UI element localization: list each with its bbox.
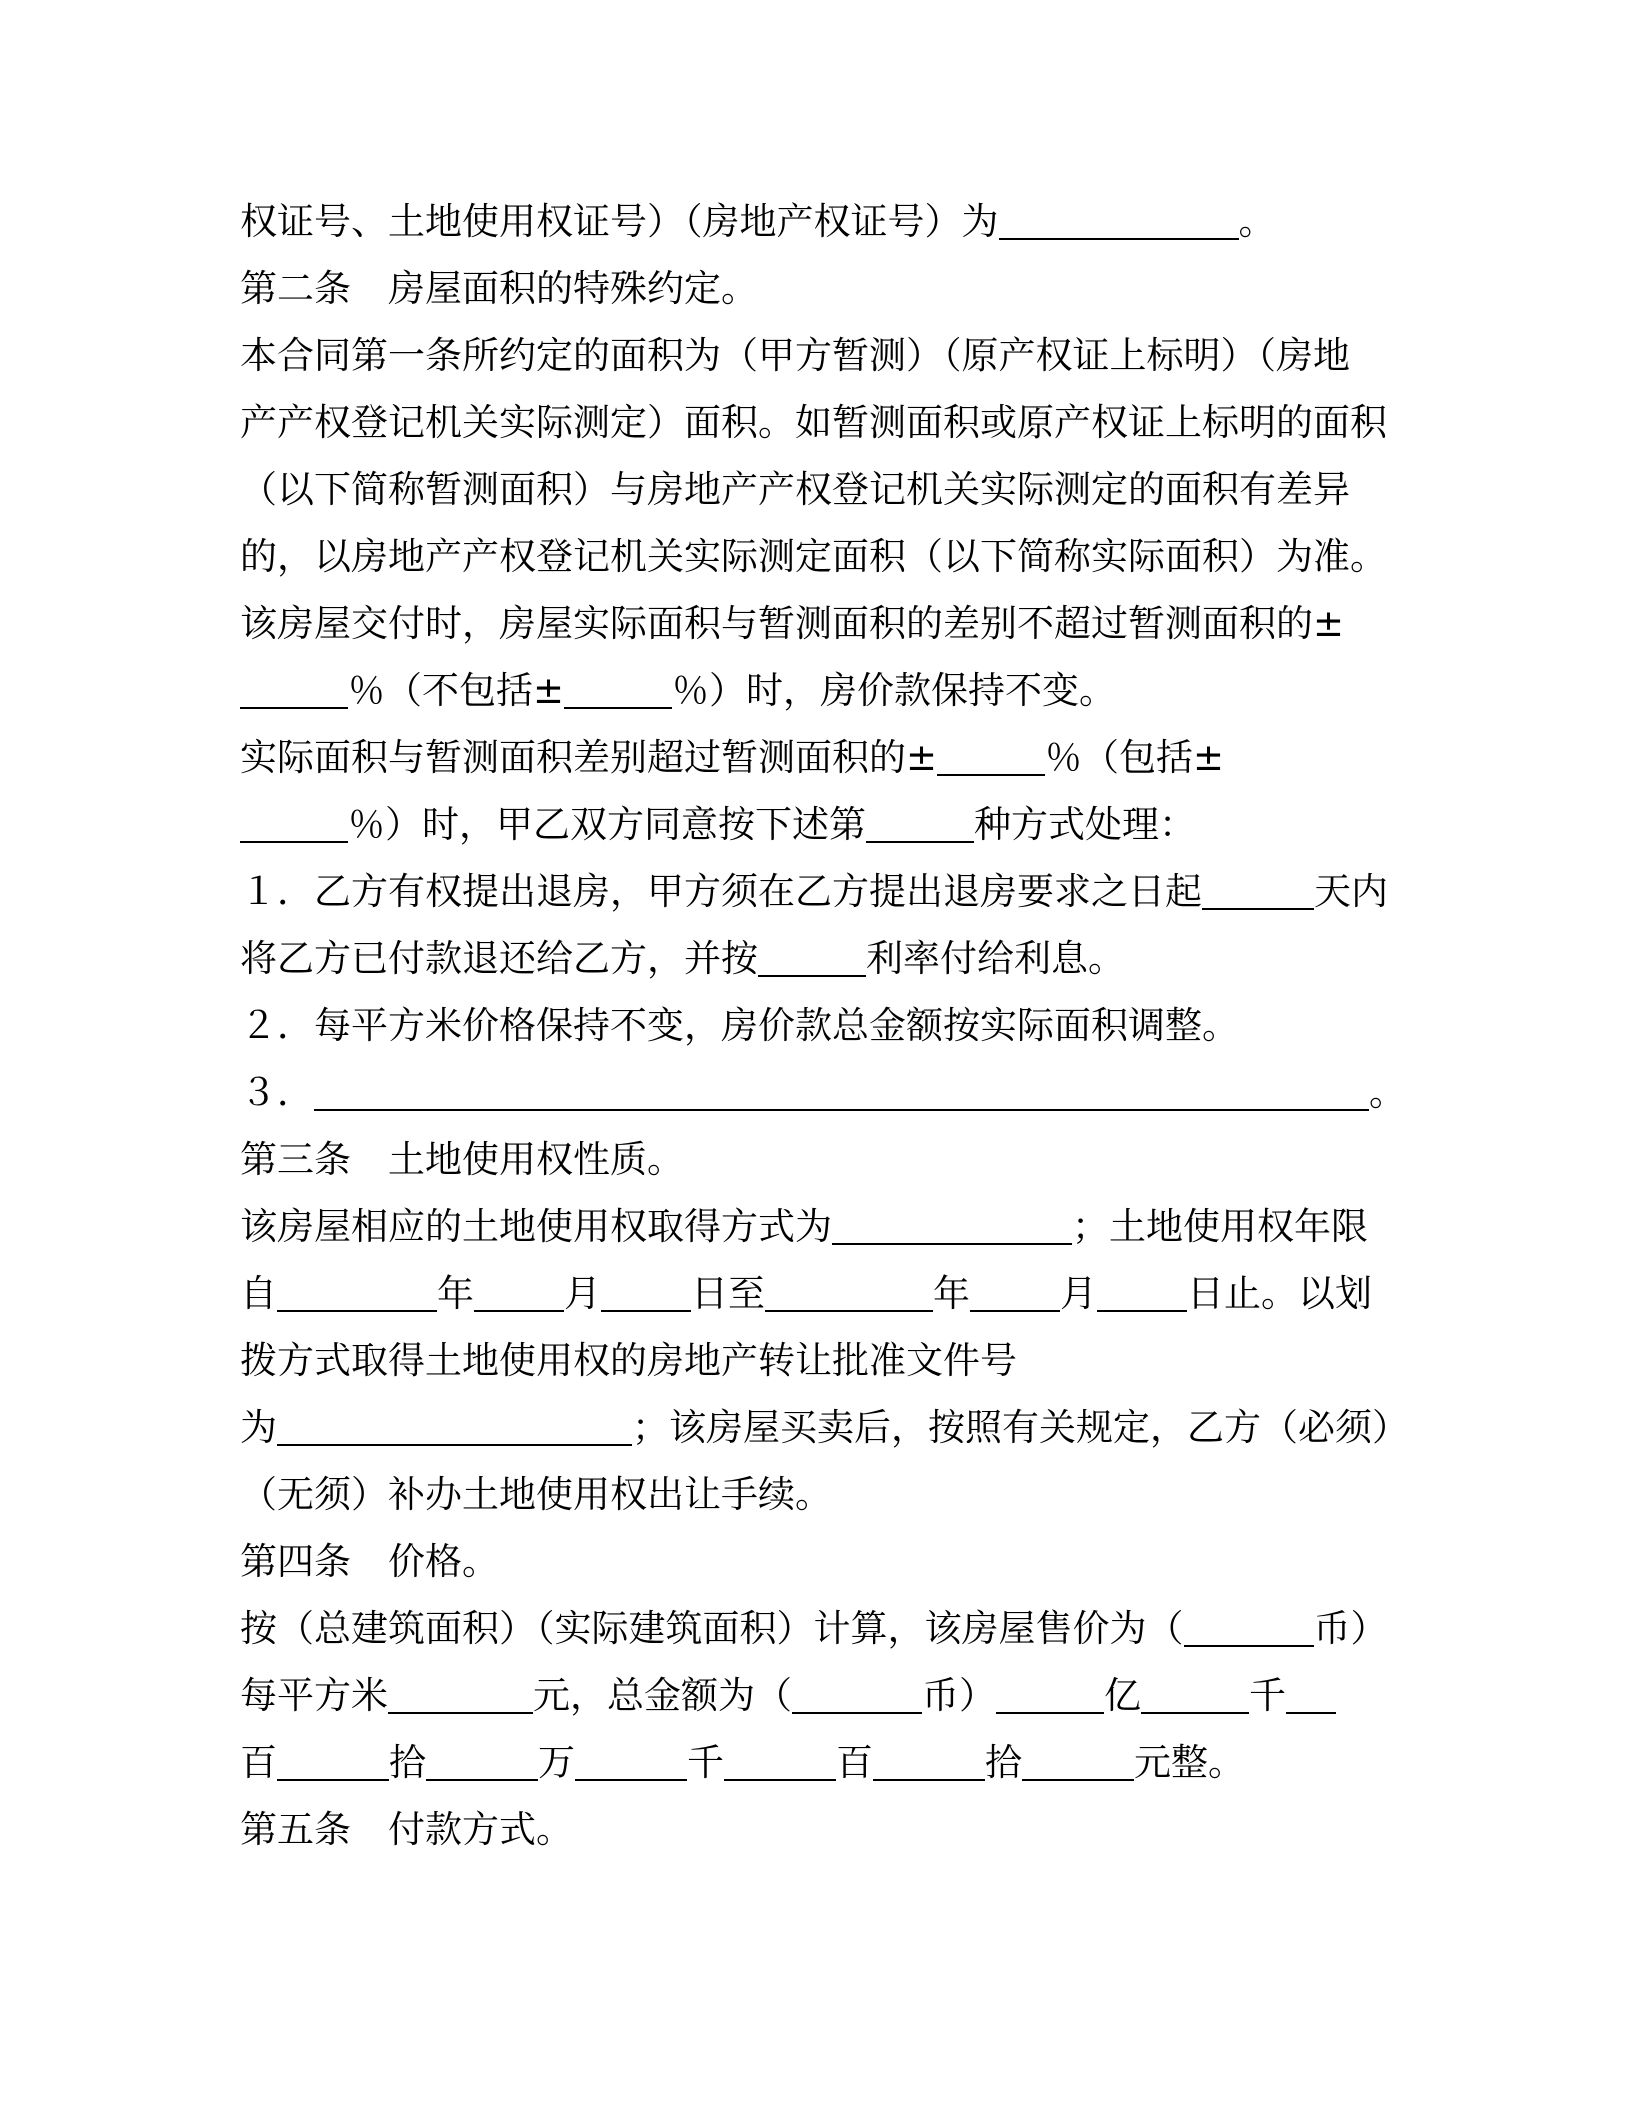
- text-segment: 第五条 付款方式。: [240, 1808, 573, 1851]
- fill-in-blank: [426, 1735, 538, 1781]
- text-line: [240, 389, 1400, 456]
- text-segment: 拾: [389, 1741, 426, 1784]
- fill-in-blank: [474, 1266, 564, 1312]
- fill-in-blank: [765, 1266, 933, 1312]
- text-segment: 该房屋交付时，房屋实际面积与暂测面积的差别不超过暂测面积的±: [240, 602, 1345, 645]
- text-segment: ３．: [240, 1071, 314, 1114]
- text-segment: 利率付给利息。: [866, 937, 1125, 980]
- text-segment: 拾: [985, 1741, 1022, 1784]
- text-segment: 产产权登记机关实际测定）面积。如暂测面积或原产权证上标明的面积: [240, 401, 1387, 444]
- fill-in-blank: [1141, 1668, 1249, 1714]
- text-line: [240, 724, 1400, 791]
- fill-in-blank: [1022, 1735, 1134, 1781]
- text-line: [240, 925, 1400, 992]
- text-line: [240, 1260, 1400, 1327]
- text-segment: ％）时，房价款保持不变。: [672, 669, 1117, 712]
- text-segment: （无须）补办土地使用权出让手续。: [240, 1473, 832, 1516]
- text-segment: 拨方式取得土地使用权的房地产转让批准文件号: [240, 1339, 1017, 1382]
- text-segment: ；土地使用权年限: [1072, 1205, 1368, 1248]
- text-segment: 币）: [922, 1674, 996, 1717]
- text-segment: 该房屋相应的土地使用权取得方式为: [240, 1205, 832, 1248]
- fill-in-blank: [388, 1668, 533, 1714]
- fill-in-blank: [277, 1266, 437, 1312]
- text-segment: ％）时，甲乙双方同意按下述第: [348, 803, 866, 846]
- text-line: [240, 657, 1400, 724]
- text-segment: 元整。: [1134, 1741, 1245, 1784]
- text-line: [240, 858, 1400, 925]
- text-line: [240, 188, 1400, 255]
- text-segment: 年: [933, 1272, 970, 1315]
- text-segment: 日至: [691, 1272, 765, 1315]
- text-segment: 第二条 房屋面积的特殊约定。: [240, 267, 758, 310]
- fill-in-blank: [601, 1266, 691, 1312]
- text-line: [240, 1729, 1400, 1796]
- text-segment: 千: [687, 1741, 724, 1784]
- fill-in-blank: [996, 1668, 1104, 1714]
- article-heading: [240, 1126, 1400, 1193]
- text-segment: ；该房屋买卖后，按照有关规定，乙方（必须）: [632, 1406, 1409, 1449]
- fill-in-blank: [866, 797, 974, 843]
- text-segment: 天内: [1314, 870, 1388, 913]
- text-segment: 种方式处理：: [974, 803, 1196, 846]
- text-segment: 日止。以划: [1187, 1272, 1372, 1315]
- text-segment: 。: [1238, 200, 1276, 243]
- text-line: [240, 992, 1400, 1059]
- text-segment: 第三条 土地使用权性质。: [240, 1138, 684, 1181]
- text-line: [240, 322, 1400, 389]
- text-line: [240, 1193, 1400, 1260]
- fill-in-blank: [792, 1668, 922, 1714]
- text-segment: 为: [240, 1406, 277, 1449]
- text-segment: ％（不包括±: [348, 669, 565, 712]
- text-line: [240, 523, 1400, 590]
- text-line: [240, 1059, 1406, 1126]
- fill-in-blank: [314, 1065, 1369, 1111]
- text-segment: 百: [240, 1741, 277, 1784]
- fill-in-blank: [724, 1735, 836, 1781]
- fill-in-blank: [575, 1735, 687, 1781]
- text-line: [240, 590, 1400, 657]
- text-segment: （以下简称暂测面积）与房地产产权登记机关实际测定的面积有差异: [240, 468, 1350, 511]
- fill-in-blank: [277, 1735, 389, 1781]
- document-body: [240, 188, 1409, 1863]
- text-segment: 万: [538, 1741, 575, 1784]
- text-segment: 元，总金额为（: [533, 1674, 792, 1717]
- text-segment: 百: [836, 1741, 873, 1784]
- fill-in-blank: [1097, 1266, 1187, 1312]
- fill-in-blank: [1286, 1668, 1336, 1714]
- text-segment: 将乙方已付款退还给乙方，并按: [240, 937, 758, 980]
- fill-in-blank: [1184, 1601, 1314, 1647]
- fill-in-blank: [873, 1735, 985, 1781]
- text-segment: 按（总建筑面积）（实际建筑面积）计算，该房屋售价为（: [240, 1607, 1184, 1650]
- text-segment: 权证号、土地使用权证号）（房地产权证号）为: [240, 200, 999, 243]
- text-segment: 。: [1369, 1071, 1406, 1114]
- fill-in-blank: [758, 931, 866, 977]
- fill-in-blank: [999, 194, 1239, 240]
- fill-in-blank: [1202, 864, 1314, 910]
- fill-in-blank: [970, 1266, 1060, 1312]
- text-segment: 亿: [1104, 1674, 1141, 1717]
- article-heading: [240, 255, 1400, 322]
- article-heading: [240, 1796, 1400, 1863]
- fill-in-blank: [240, 663, 348, 709]
- text-line: [240, 456, 1400, 523]
- text-segment: 本合同第一条所约定的面积为（甲方暂测）（原产权证上标明）（房地: [240, 334, 1350, 377]
- text-segment: 月: [564, 1272, 601, 1315]
- text-segment: １．乙方有权提出退房，甲方须在乙方提出退房要求之日起: [240, 870, 1202, 913]
- text-segment: 实际面积与暂测面积差别超过暂测面积的±: [240, 736, 938, 779]
- text-segment: 每平方米: [240, 1674, 388, 1717]
- fill-in-blank: [240, 797, 348, 843]
- text-segment: ％（包括±: [1045, 736, 1225, 779]
- text-segment: ２．每平方米价格保持不变，房价款总金额按实际面积调整。: [240, 1004, 1239, 1047]
- text-segment: 自: [240, 1272, 277, 1315]
- text-line: [240, 1327, 1400, 1394]
- text-segment: 年: [437, 1272, 474, 1315]
- text-line: [240, 1461, 1400, 1528]
- fill-in-blank: [832, 1199, 1072, 1245]
- text-segment: 第四条 价格。: [240, 1540, 499, 1583]
- text-segment: 千: [1249, 1674, 1286, 1717]
- fill-in-blank: [277, 1400, 632, 1446]
- text-segment: 币）: [1313, 1607, 1388, 1650]
- text-line: [240, 791, 1400, 858]
- text-segment: 的，以房地产产权登记机关实际测定面积（以下简称实际面积）为准。: [240, 535, 1387, 578]
- fill-in-blank: [564, 663, 672, 709]
- text-line: [240, 1662, 1400, 1729]
- fill-in-blank: [937, 730, 1045, 776]
- text-line: [240, 1394, 1409, 1461]
- article-heading: [240, 1528, 1400, 1595]
- text-line: [240, 1595, 1400, 1662]
- text-segment: 月: [1060, 1272, 1097, 1315]
